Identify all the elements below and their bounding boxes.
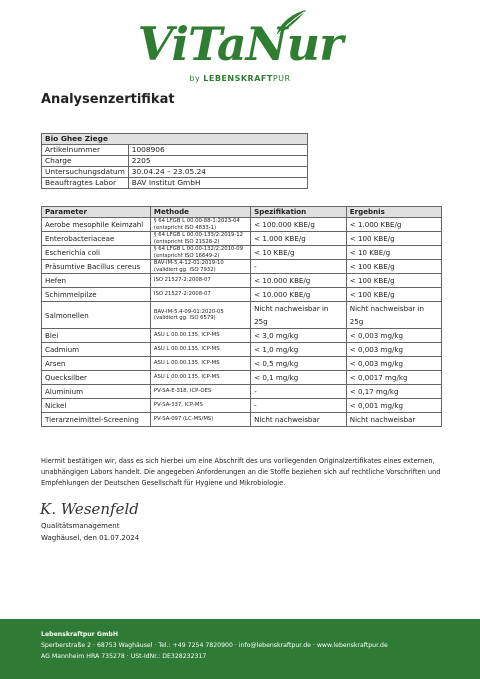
method-cell: BAV-IM-5.4-09-01:2020-05 (validiert gg. ISO 6579) <box>150 302 250 329</box>
method-cell: § 64 LFGB L 00.00-133/2:2019-12 (entspricht ISO 21528-2) <box>150 232 250 246</box>
footer-register: AG Mannheim HRA 735278 · USt-IdNr.: DE328232317 <box>41 653 207 660</box>
method-cell: ISO 21527-2:2008-07 <box>150 274 250 288</box>
parameter-cell: Salmonellen <box>42 302 151 329</box>
place-date: Waghäusel, den 01.07.2024 <box>41 534 140 542</box>
col-header-spec: Spezifikation <box>251 207 347 218</box>
results-row <box>42 260 442 274</box>
method-cell: PV-SA-E-318, ICP-OES <box>150 385 250 399</box>
parameter-cell: Arsen <box>42 357 151 371</box>
method-cell: BAV-IM-5.4-12-01:2019-10 (validiert gg. ISO 7932) <box>150 260 250 274</box>
spec-cell: - <box>251 399 347 413</box>
spec-cell: - <box>251 385 347 399</box>
result-cell: < 100 KBE/g <box>346 232 441 246</box>
spec-cell: < 0,1 mg/kg <box>251 371 347 385</box>
result-cell: < 0,003 mg/kg <box>346 343 441 357</box>
info-row <box>42 167 308 178</box>
parameter-cell: Hefen <box>42 274 151 288</box>
result-cell: < 1.000 KBE/g <box>346 218 441 232</box>
info-key: Beauftragtes Labor <box>42 178 129 189</box>
parameter-cell: Tierarzneimittel-Screening <box>42 413 151 427</box>
result-cell: < 100 KBE/g <box>346 288 441 302</box>
parameter-cell: Cadmium <box>42 343 151 357</box>
signature: K. Wesenfeld <box>40 500 139 518</box>
results-row <box>42 413 442 427</box>
results-row <box>42 399 442 413</box>
method-cell: § 64 LFGB L 00.00-132/2:2010-09 (entspricht ISO 16649-2) <box>150 246 250 260</box>
result-cell: Nicht nachweisbar <box>346 413 441 427</box>
info-value: BAV Institut GmbH <box>128 178 307 189</box>
spec-cell: < 0,5 mg/kg <box>251 357 347 371</box>
results-row <box>42 288 442 302</box>
brand-sub-rest: PUR <box>272 74 291 83</box>
info-value: 1008906 <box>128 145 307 156</box>
parameter-cell: Aluminium <box>42 385 151 399</box>
result-cell: < 0,003 mg/kg <box>346 329 441 343</box>
results-row <box>42 232 442 246</box>
col-header-method: Methode <box>150 207 250 218</box>
results-row <box>42 357 442 371</box>
method-cell: PV-SA-337, ICP-MS <box>150 399 250 413</box>
spec-cell: < 10.000 KBE/g <box>251 274 347 288</box>
info-key: Untersuchungsdatum <box>42 167 129 178</box>
page-title: Analysenzertifikat <box>41 92 175 107</box>
results-row <box>42 218 442 232</box>
product-name: Bio Ghee Ziege <box>42 134 308 145</box>
spec-cell: < 100.000 KBE/g <box>251 218 347 232</box>
signer-role: Qualitätsmanagement <box>41 522 120 530</box>
info-value: 2205 <box>128 156 307 167</box>
spec-cell: Nicht nachweisbar <box>251 413 347 427</box>
results-body <box>42 218 442 427</box>
spec-cell: < 10.000 KBE/g <box>251 288 347 302</box>
brand-wordmark: ViTaNur <box>137 17 343 71</box>
result-cell: < 100 KBE/g <box>346 260 441 274</box>
method-cell: ASU L 00.00.135, ICP-MS <box>150 329 250 343</box>
results-row <box>42 371 442 385</box>
results-row <box>42 343 442 357</box>
col-header-result: Ergebnis <box>346 207 441 218</box>
spec-cell: < 1.000 KBE/g <box>251 232 347 246</box>
parameter-cell: Aerobe mesophile Keimzahl <box>42 218 151 232</box>
spec-cell: Nicht nachweisbar in 25g <box>251 302 347 329</box>
parameter-cell: Quecksilber <box>42 371 151 385</box>
result-cell: < 0,0017 mg/kg <box>346 371 441 385</box>
results-row <box>42 329 442 343</box>
method-cell: PV-SA-097 (LC-MS/MS) <box>150 413 250 427</box>
method-cell: ISO 21527-2:2008-07 <box>150 288 250 302</box>
spec-cell: - <box>251 260 347 274</box>
brand-sub-bold: LEBENSKRAFT <box>203 74 273 83</box>
result-cell: < 0,17 mg/kg <box>346 385 441 399</box>
info-key: Artikelnummer <box>42 145 129 156</box>
parameter-cell: Escherichia coli <box>42 246 151 260</box>
results-row <box>42 385 442 399</box>
info-key: Charge <box>42 156 129 167</box>
results-row <box>42 302 442 329</box>
results-row <box>42 274 442 288</box>
parameter-cell: Enterobacteriaceae <box>42 232 151 246</box>
result-cell: < 10 KBE/g <box>346 246 441 260</box>
spec-cell: < 10 KBE/g <box>251 246 347 260</box>
spec-cell: < 3,0 mg/kg <box>251 329 347 343</box>
method-cell: ASU L 00.00.135, ICP-MS <box>150 371 250 385</box>
info-row <box>42 145 308 156</box>
method-cell: ASU L 00.00.135, ICP-MS <box>150 357 250 371</box>
results-row <box>42 246 442 260</box>
method-cell: § 64 LFGB L 00.00-88-1:2023-04 (entspricht ISO 4833-1) <box>150 218 250 232</box>
results-table <box>41 206 442 427</box>
results-header-row <box>42 207 442 218</box>
col-header-parameter: Parameter <box>42 207 151 218</box>
info-row <box>42 156 308 167</box>
parameter-cell: Blei <box>42 329 151 343</box>
parameter-cell: Präsumtive Bacillus cereus <box>42 260 151 274</box>
result-cell: Nicht nachweisbar in 25g <box>346 302 441 329</box>
brand-subline <box>0 74 480 83</box>
info-value: 30.04.24 – 23.05.24 <box>128 167 307 178</box>
method-cell: ASU L 00.00.135, ICP-MS <box>150 343 250 357</box>
parameter-cell: Schimmelpilze <box>42 288 151 302</box>
statement-text: Hiermit bestätigen wir, dass es sich hierbei um eine Abschrift des uns vorliegenden Originalzertifikates eines externen, unabhängigen Labors handelt. Die angegeben Anforderungen an die Stoffe beziehen sich auf rechtliche Vorschriften und Empfehlungen der Deutschen Gesellschaft für Hygiene und Mikrobiologie. <box>41 457 441 487</box>
product-name-row <box>42 134 308 145</box>
product-info-table <box>41 133 308 189</box>
result-cell: < 100 KBE/g <box>346 274 441 288</box>
spec-cell: < 1,0 mg/kg <box>251 343 347 357</box>
result-cell: < 0,001 mg/kg <box>346 399 441 413</box>
info-row <box>42 178 308 189</box>
footer <box>0 619 480 679</box>
result-cell: < 0,003 mg/kg <box>346 357 441 371</box>
brand-logo <box>0 8 480 90</box>
brand-by: by <box>189 74 201 83</box>
footer-address: Sperberstraße 2 · 68753 Waghäusel · Tel.: +49 7254 7820900 · info@lebenskraftpur.de · www.lebenskraftpur.de <box>41 642 388 649</box>
footer-company: Lebenskraftpur GmbH <box>41 631 119 638</box>
parameter-cell: Nickel <box>42 399 151 413</box>
